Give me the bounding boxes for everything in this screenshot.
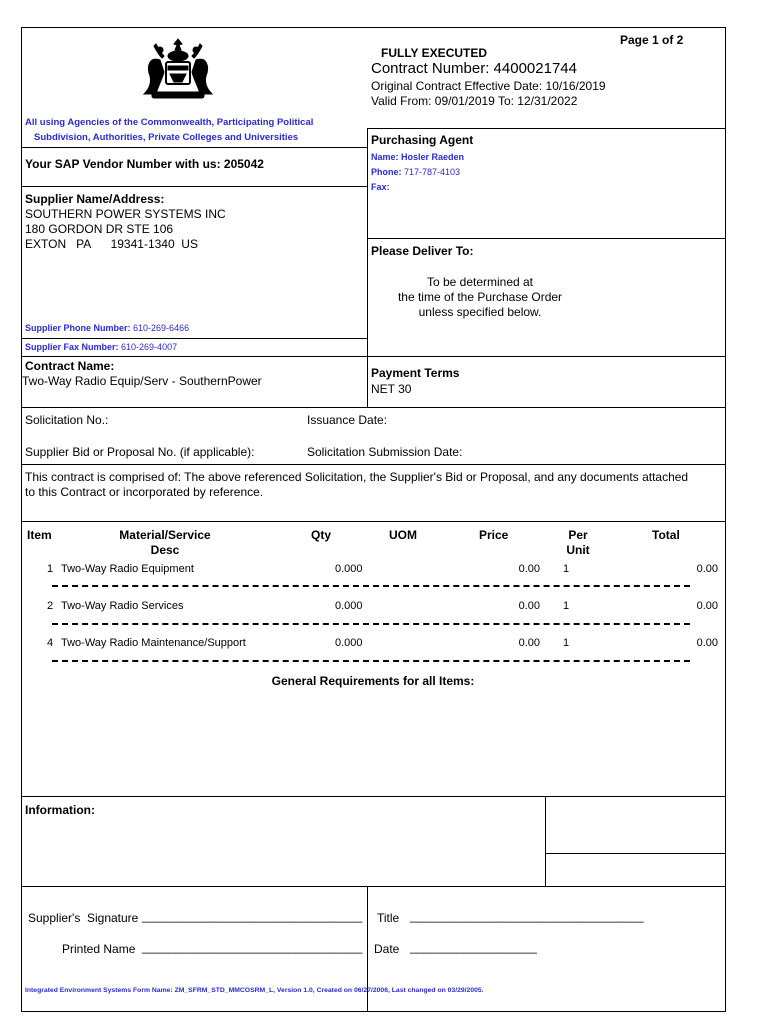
phone-value: 717-787-4103 <box>404 167 461 177</box>
information-label: Information: <box>25 803 95 817</box>
info-hline-small <box>545 853 725 854</box>
hline-table <box>21 521 725 522</box>
header-qty: Qty <box>311 528 332 542</box>
header-per-2: Unit <box>566 543 590 557</box>
header-price: Price <box>479 528 509 542</box>
row-3-separator <box>52 660 690 662</box>
supplier-title: Supplier Name/Address: <box>25 192 165 206</box>
supplier-phone-value: 610-269-6466 <box>133 323 190 333</box>
printed-name-line[interactable]: _________________________________ <box>142 940 363 954</box>
title-line[interactable]: ___________________________________ <box>410 909 644 923</box>
row-3-num: 4 <box>47 637 54 649</box>
row-1-qty: 0.000 <box>335 563 363 575</box>
purchasing-agent-name: Name: Hosler Raeden <box>371 152 465 162</box>
row-2-num: 2 <box>47 600 54 612</box>
phone-label: Phone: <box>371 167 402 177</box>
date-line[interactable]: ___________________ <box>410 940 537 954</box>
commonwealth-seal-icon <box>138 36 218 102</box>
title-label: Title <box>377 911 400 925</box>
supplier-fax-value: 610-269-4007 <box>121 342 178 352</box>
row-3-qty: 0.000 <box>335 637 363 649</box>
supplier-phone <box>25 323 189 333</box>
row-1-price: 0.00 <box>518 563 540 575</box>
supplier-signature-line[interactable]: _________________________________ <box>142 909 363 923</box>
hline-vendor-top <box>21 147 367 148</box>
status-label: FULLY EXECUTED <box>381 46 488 60</box>
row-2-total: 0.00 <box>696 600 718 612</box>
row-2-desc: Two-Way Radio Services <box>61 600 184 612</box>
row-3-per: 1 <box>563 637 570 649</box>
row-1-separator <box>52 585 690 587</box>
row-2-separator <box>52 623 690 625</box>
header-item: Item <box>27 528 52 542</box>
printed-name-label: Printed Name <box>62 942 136 956</box>
row-1-desc: Two-Way Radio Equipment <box>61 563 194 575</box>
page-indicator: Page 1 of 2 <box>620 33 684 47</box>
hline-bid <box>21 464 725 465</box>
contract-name-value: Two-Way Radio Equip/Serv - SouthernPower <box>22 374 262 388</box>
date-label: Date <box>374 942 400 956</box>
header-desc-2: Desc <box>150 543 180 557</box>
hline-contract-name <box>21 356 725 357</box>
deliver-title: Please Deliver To: <box>371 244 474 258</box>
supplier-city: EXTON PA 19341-1340 US <box>25 237 198 251</box>
hline-supplier-phone <box>21 338 367 339</box>
vendor-number: Your SAP Vendor Number with us: 205042 <box>25 157 264 171</box>
hline-vendor-bottom <box>21 186 367 187</box>
contract-number: Contract Number: 4400021744 <box>371 60 577 77</box>
supplier-phone-label: Supplier Phone Number: <box>25 323 131 333</box>
row-2-qty: 0.000 <box>335 600 363 612</box>
row-1-per: 1 <box>563 563 570 575</box>
hline-solicitation <box>21 407 725 408</box>
payment-terms-value: NET 30 <box>371 382 412 396</box>
row-1-total: 0.00 <box>696 563 718 575</box>
divider-vertical-upper <box>367 128 368 408</box>
deliver-line-1: To be determined at <box>426 275 534 289</box>
issuance-date: Issuance Date: <box>307 413 388 427</box>
row-2-price: 0.00 <box>518 600 540 612</box>
header-total: Total <box>652 528 680 542</box>
solicitation-no: Solicitation No.: <box>25 413 109 427</box>
footer-form-name: Integrated Environment Systems Form Name: ZM_SFRM_STD_MMCOSRM_L, Version 1.0, Created on 06/27/2006, Last changed on 03/29/2005. <box>25 987 484 994</box>
purchasing-agent-fax: Fax: <box>371 182 390 192</box>
header-per-1: Per <box>568 528 588 542</box>
hline-deliver-top <box>367 238 725 239</box>
contract-name-title: Contract Name: <box>25 359 115 373</box>
supplier-bid-no: Supplier Bid or Proposal No. (if applicable): <box>25 445 255 459</box>
general-requirements: General Requirements for all Items: <box>271 674 475 688</box>
hline-signature <box>21 886 725 887</box>
original-effective-date: Original Contract Effective Date: 10/16/2019 <box>371 79 606 93</box>
hline-information <box>21 796 725 797</box>
supplier-fax <box>25 342 177 352</box>
border-left <box>21 27 22 1012</box>
valid-dates: Valid From: 09/01/2019 To: 12/31/2022 <box>371 94 578 108</box>
comprised-line-2: to this Contract or incorporated by reference. <box>25 485 264 499</box>
deliver-line-3: unless specified below. <box>418 305 542 319</box>
payment-terms-title: Payment Terms <box>371 366 460 380</box>
row-3-total: 0.00 <box>696 637 718 649</box>
agencies-line-2: Subdivision, Authorities, Private Colleges and Universities <box>34 132 299 143</box>
header-uom: UOM <box>389 528 417 542</box>
border-top <box>21 27 726 28</box>
supplier-street: 180 GORDON DR STE 106 <box>25 222 174 236</box>
agencies-line-1: All using Agencies of the Commonwealth, Participating Political <box>25 117 314 128</box>
border-bottom <box>21 1011 726 1012</box>
submission-date: Solicitation Submission Date: <box>307 445 463 459</box>
supplier-name: SOUTHERN POWER SYSTEMS INC <box>25 207 226 221</box>
comprised-line-1: This contract is comprised of: The above referenced Solicitation, the Supplier's Bid or Proposal, and any documents attached <box>25 470 689 484</box>
hline-1 <box>367 128 725 129</box>
border-right <box>725 27 726 1012</box>
row-3-price: 0.00 <box>518 637 540 649</box>
purchasing-agent-title: Purchasing Agent <box>371 133 474 147</box>
row-3-desc: Two-Way Radio Maintenance/Support <box>61 637 246 649</box>
info-vertical <box>545 796 546 886</box>
row-2-per: 1 <box>563 600 570 612</box>
row-1-num: 1 <box>47 563 54 575</box>
supplier-signature-label: Supplier's Signature <box>28 911 139 925</box>
supplier-fax-label: Supplier Fax Number: <box>25 342 119 352</box>
deliver-line-2: the time of the Purchase Order <box>397 290 563 304</box>
header-desc-1: Material/Service <box>119 528 211 542</box>
purchasing-agent-phone <box>371 167 460 177</box>
